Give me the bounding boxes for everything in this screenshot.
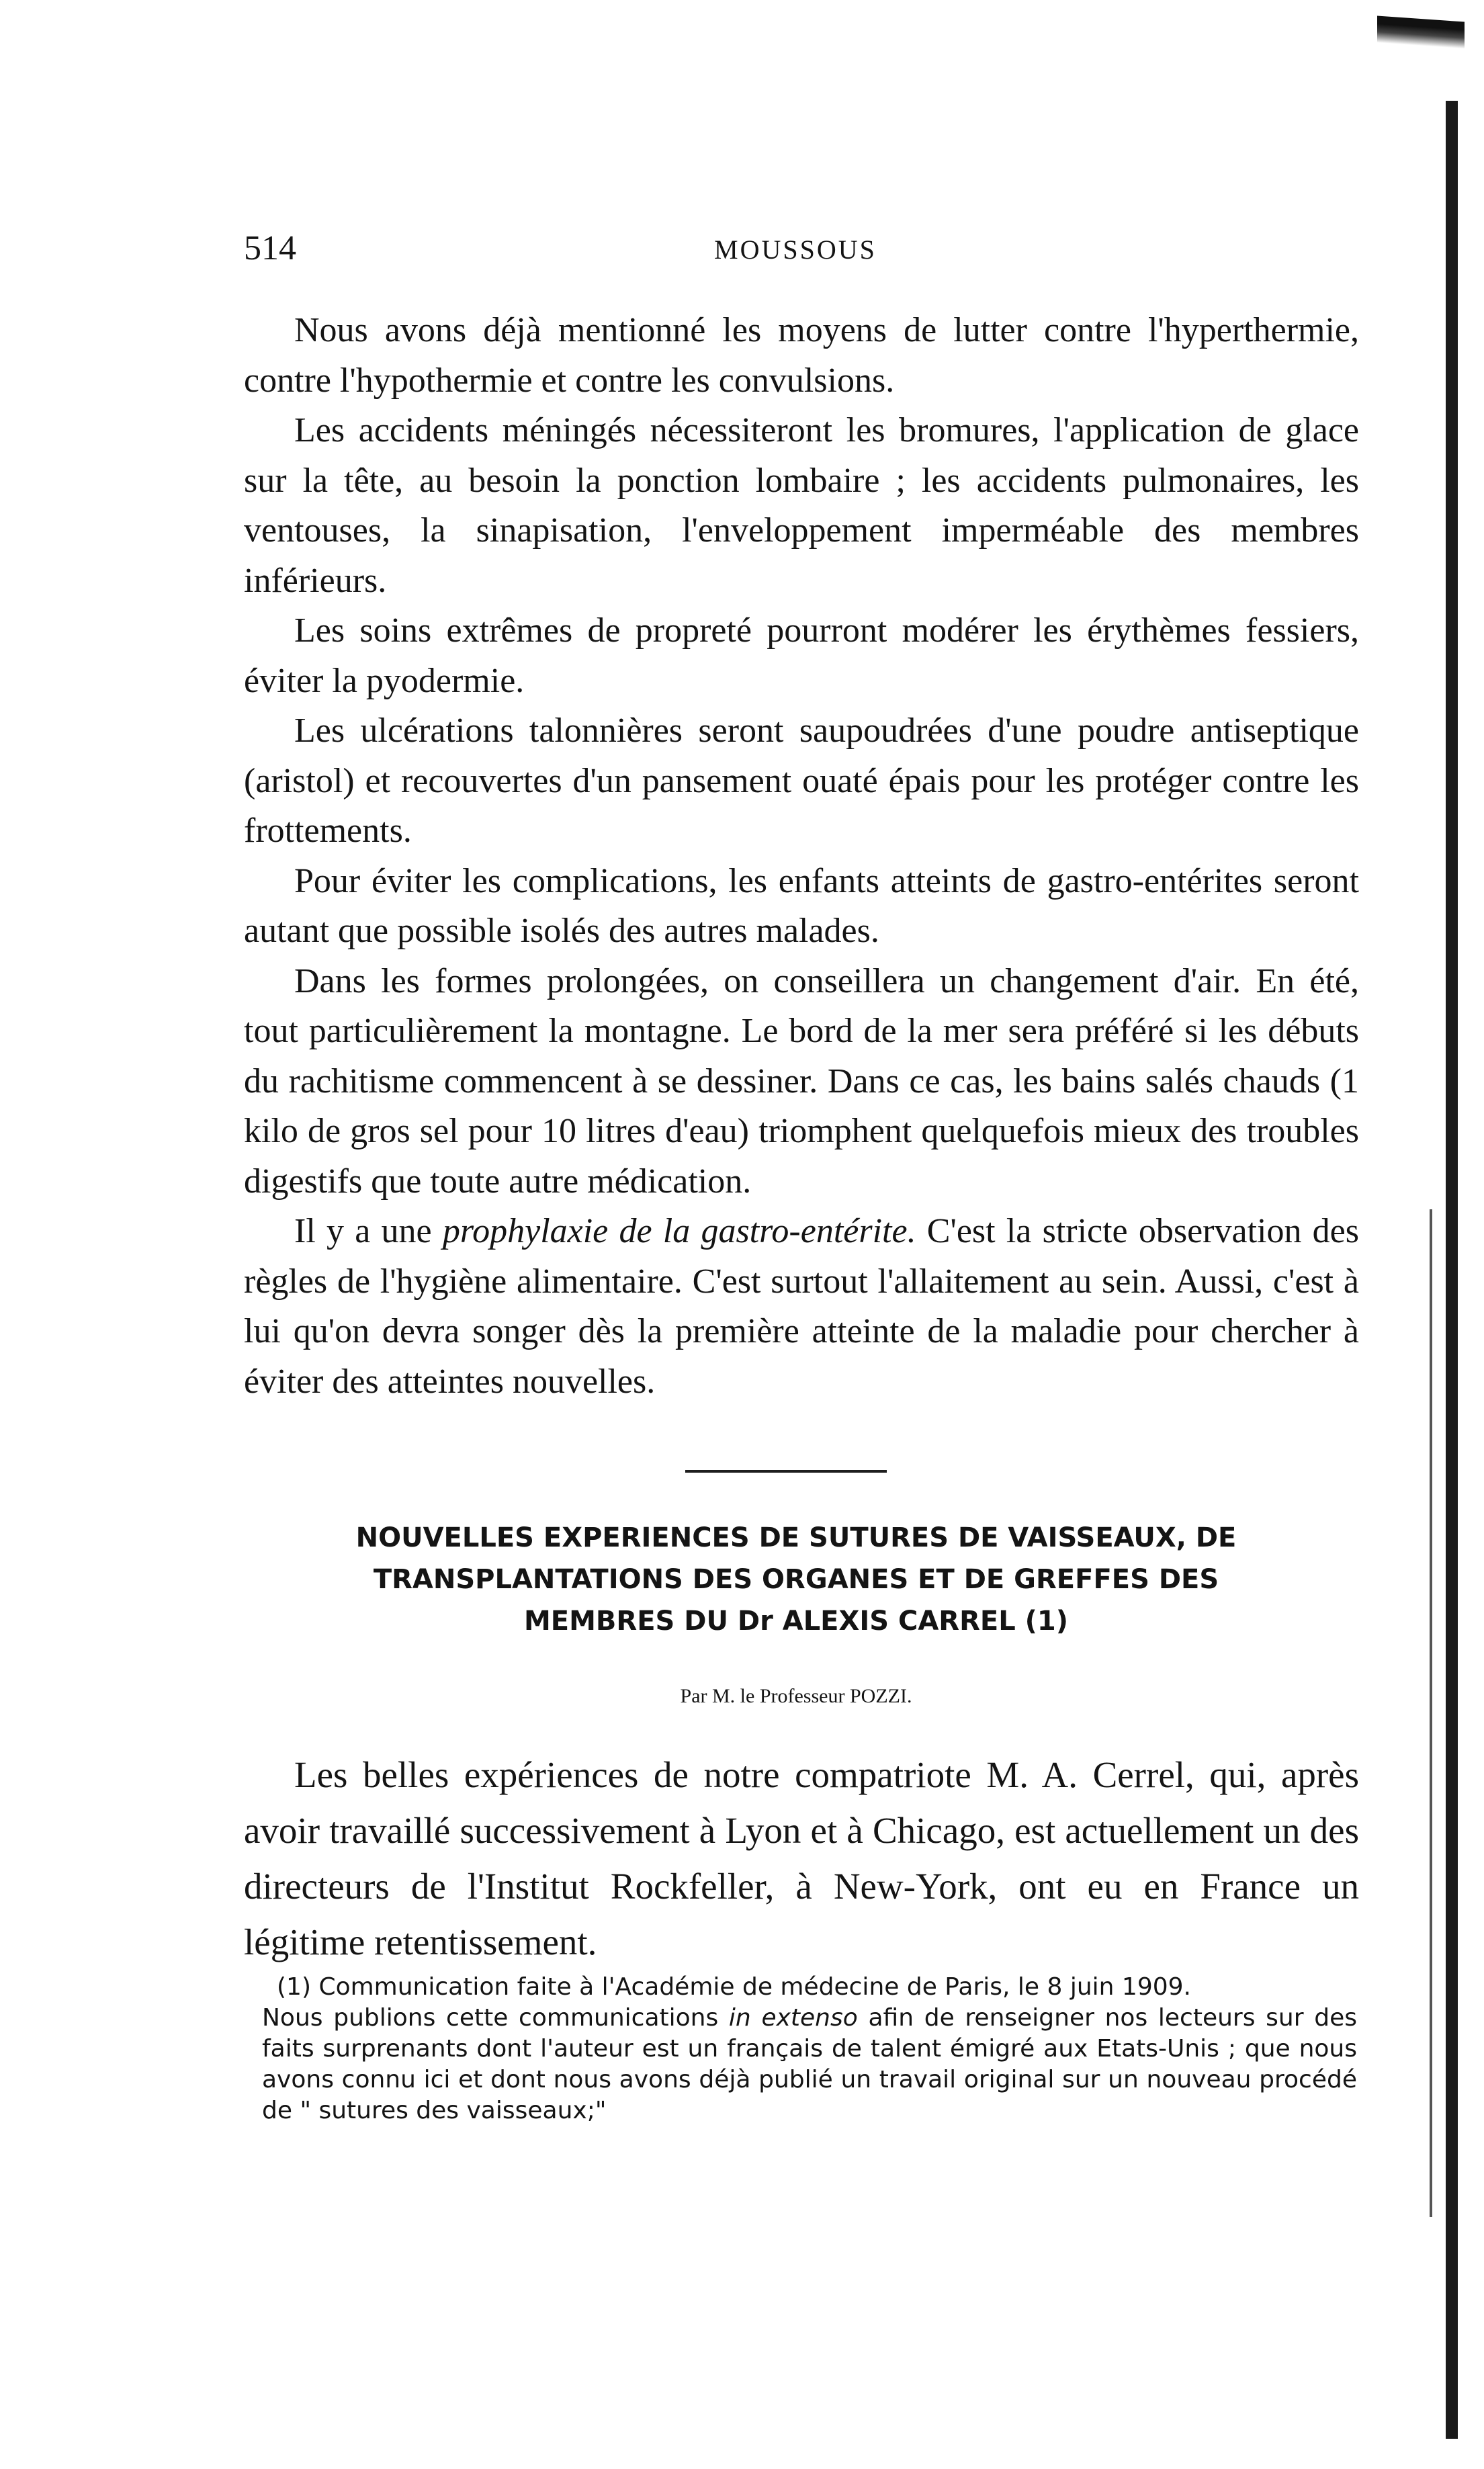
footnote-paragraph <box>262 2003 1357 2126</box>
paragraph: Nous avons déjà mentionné les moyens de lutter contre l'hyperthermie, contre l'hypothermie et contre les convulsions. <box>244 311 1359 400</box>
section-title <box>228 1517 1364 1642</box>
section-title-line: TRANSPLANTATIONS DES ORGANES ET DE GREFFES DES <box>373 1564 1219 1595</box>
footnote <box>262 1972 1357 2126</box>
section-title-line: MEMBRES DU Dr ALEXIS CARREL (1) <box>523 1606 1069 1637</box>
header-title: MOUSSOUS <box>714 234 877 265</box>
page-edge-line <box>1430 1209 1432 2217</box>
intro-paragraph: Les belles expériences de notre compatriote M. A. Cerrel, qui, après avoir travaillé successivement à Lyon et à Chicago, est actuellement un des directeurs de l'Institut Rockfeller, à New-York, ont eu en France un légitime retentissement. <box>244 1754 1359 1962</box>
running-head <box>244 228 1399 275</box>
page-edge-shadow <box>1446 101 1458 2439</box>
text-run: Nous publions cette communications <box>262 2004 729 2032</box>
section-separator <box>685 1470 887 1473</box>
section-intro <box>244 1747 1359 1970</box>
text-run: C'est la stricte observation des règles de l'hygiène alimentaire. C'est surtout l'allaitement au sein. Aussi, c'est à lui qu'on devra songer dès la première atteinte de la maladie pour chercher à éviter des atteintes nouvelles. <box>244 1212 1360 1401</box>
body-text <box>244 306 1359 1407</box>
paragraph: Les accidents méningés nécessiteront les bromures, l'application de glace sur la tête, au besoin la ponction lombaire ; les accidents pulmonaires, les ventouses, la sinapisation, l'enveloppement imperméable des membres inférieurs. <box>244 411 1359 600</box>
emphasis-text: prophylaxie de la gastro-entérite. <box>442 1212 916 1250</box>
emphasis-text: in extenso <box>728 2004 858 2032</box>
section-title-line: NOUVELLES EXPERIENCES DE SUTURES DE VAISSEAUX, DE <box>355 1522 1237 1553</box>
paragraph: Dans les formes prolongées, on conseillera un changement d'air. En été, tout particulièrement la montagne. Le bord de la mer sera préféré si les débuts du rachitisme commencent à se dessiner. Dans ce cas, les bains salés chauds (1 kilo de gros sel pour 10 litres d'eau) triomphent quelquefois mieux des troubles digestifs que toute autre médication. <box>244 961 1359 1201</box>
byline: Par M. le Professeur POZZI. <box>680 1685 912 1707</box>
paragraph-prophylaxie <box>244 1207 1359 1407</box>
page-edge-corner <box>1377 15 1465 48</box>
footnote-line: (1) Communication faite à l'Académie de médecine de Paris, le 8 juin 1909. <box>277 1973 1191 2001</box>
paragraph: Les ulcérations talonnières seront saupoudrées d'une poudre antiseptique (aristol) et recouvertes d'un pansement ouaté épais pour les protéger contre les frottements. <box>244 711 1359 850</box>
text-run: Il y a une <box>294 1212 443 1250</box>
text-run: afin de renseigner nos lecteurs sur des faits surprenants dont l'auteur est un français de talent émigré aux Etats-Unis ; que nous avons connu ici et dont nous avons déjà publié un travail original sur un nouveau procédé de " sutures des vaisseaux;" <box>262 2004 1358 2124</box>
page-number: 514 <box>244 229 296 267</box>
paragraph: Pour éviter les complications, les enfants atteints de gastro-entérites seront autant que possible isolés des autres malades. <box>244 861 1359 950</box>
paragraph: Les soins extrêmes de propreté pourront modérer les érythèmes fessiers, éviter la pyodermie. <box>244 611 1359 700</box>
